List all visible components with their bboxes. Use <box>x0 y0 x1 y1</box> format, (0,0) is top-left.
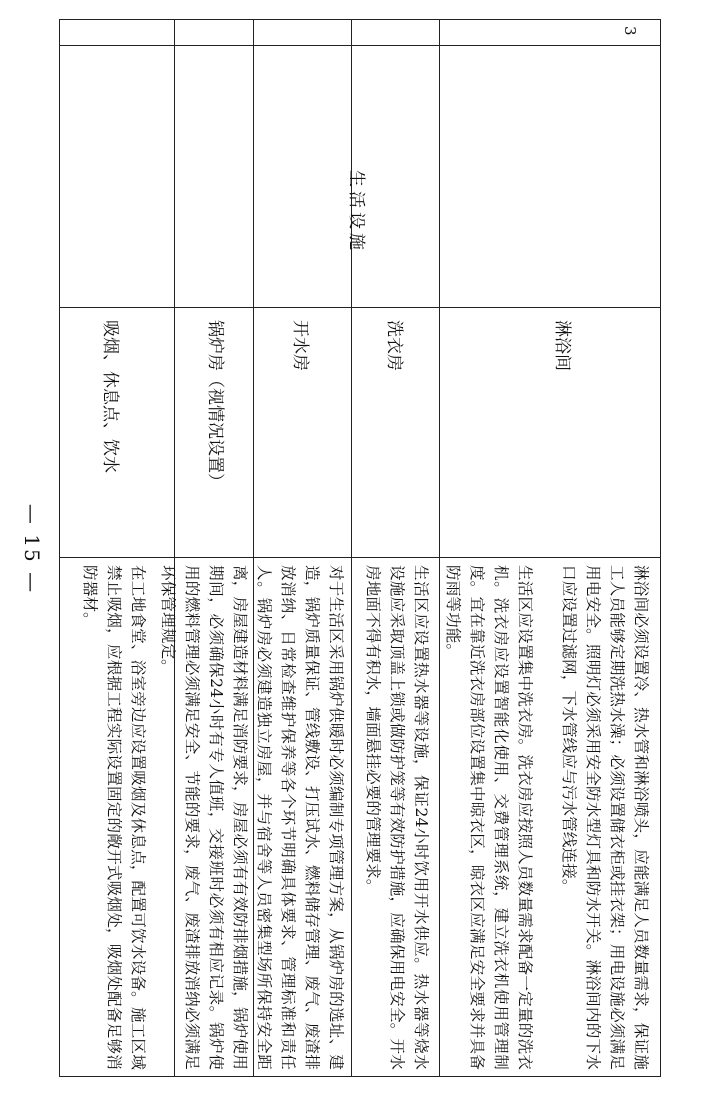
column-divider <box>60 45 660 46</box>
row-divider <box>439 20 440 1076</box>
standards-table <box>59 19 661 1077</box>
item-name-boiling-water: 开水房 <box>290 320 310 371</box>
item-name-shower: 淋浴间 <box>552 320 572 371</box>
item-name-smoking-rest: 吸烟、休息点、饮水 <box>100 320 120 473</box>
item-desc-smoking-rest: 在工地食堂、浴室旁边应设置吸烟及休息点，配置可饮水设备。施工区域禁止吸烟，应根据工程实际设置固定的敞开式吸烟处，吸烟处配备足够消防器材。 <box>81 565 147 1070</box>
item-desc-shower: 淋浴间必须设置冷、热水管和淋浴喷头，应能满足人员数量需求，保证施工人员能够定期洗热水澡；必须设置储衣柜或挂衣架；用电设施必须满足用电安全。照明灯必须采用安全防水型灯具和防水开关。淋浴间内的下水口应设置过滤网，下水管线应与污水管线连接。 <box>560 565 650 1070</box>
page-number: — 15 — <box>20 503 44 595</box>
item-desc-boiler-room: 对于生活区采用锅炉供暖时必须编制专项管理方案，从锅炉房的选址、建造，锅炉质量保证、管线敷设、打压试水、燃料储存管理、废气、废渣排放消纳、日常检查维护保养等各个环节明确具体要求、管理标准和责任人。锅炉房必须建造独立房屋，并与宿舍等人员密集型场所保持安全距离，房屋建造材料满足消防要求，房屋必须有有效防排烟措施，锅炉使用期间，必须确保24小时有专人值班，交接班时必须有相应记录。锅炉使用的燃料管理必须满足安全、节能的要求，废气、废渣排放消纳必须满足环保管理规定。 <box>159 565 345 1070</box>
item-desc-boiling-water: 生活区应设置热水器等设施，保证24小时饮用开水供应。热水器等烧水设施应采取顶盖上锁或做防护笼等有效防护措施，应确保用电安全。开水房地面不得有积水，墙面悬挂必要的管理要求。 <box>364 565 430 1070</box>
item-name-laundry: 洗衣房 <box>384 320 404 371</box>
column-divider <box>60 557 660 558</box>
row-index: 3 <box>621 26 639 36</box>
item-desc-laundry: 生活区应设置集中洗衣房。洗衣房应按照人员数量需求配备一定量的洗衣机。洗衣房应设置智能化使用、交费管理系统，建立洗衣机使用管理制度。宜在靠近洗衣房部位设置集中晾衣区，晾衣区应满足安全要求并具备防雨等功能。 <box>444 565 534 1070</box>
item-name-boiler-room: 锅炉房（视情况设置） <box>205 320 225 490</box>
column-divider <box>60 307 660 308</box>
category-label: 生活设施 <box>346 170 366 254</box>
